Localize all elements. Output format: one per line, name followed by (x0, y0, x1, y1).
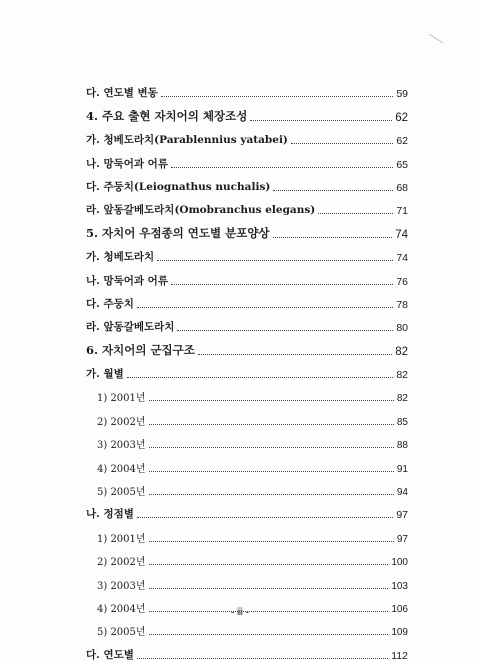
toc-entry-page: 71 (396, 205, 408, 218)
toc-entry-title: 2) 2002년 (97, 557, 146, 569)
toc-entry-page: 106 (391, 603, 408, 615)
toc-entry (86, 334, 408, 357)
toc-entry (86, 147, 408, 170)
toc-entry (86, 381, 408, 404)
dot-leader (149, 400, 394, 401)
toc-entry-title: 5. 자치어 우점종의 연도별 분포양상 (86, 225, 270, 240)
toc-entry-page: 109 (391, 627, 408, 639)
toc-entry (86, 77, 408, 100)
dot-leader (149, 541, 394, 542)
toc-entry (86, 451, 408, 474)
toc-entry (86, 475, 408, 498)
toc-entry-page: 112 (391, 649, 408, 662)
table-of-contents (86, 77, 408, 662)
toc-entry (86, 217, 408, 240)
toc-entry-page: 74 (395, 228, 408, 241)
toc-entry-page: 62 (396, 135, 408, 148)
toc-entry-title: 가. 청베도라치 (86, 251, 155, 264)
toc-entry-title: 나. 망둑어과 어류 (86, 157, 168, 170)
dot-leader (127, 377, 394, 378)
dot-leader (149, 588, 389, 589)
dot-leader (157, 260, 393, 261)
toc-entry-page: 88 (396, 440, 408, 452)
toc-entry-title: 가. 월별 (86, 368, 124, 381)
dot-leader (250, 120, 392, 121)
toc-entry-page: 76 (396, 275, 408, 288)
toc-entry-title: 다. 연도별 (86, 648, 134, 661)
toc-entry (86, 638, 408, 661)
toc-entry (86, 241, 408, 264)
dot-leader (273, 190, 393, 191)
dot-leader (198, 354, 392, 355)
dot-leader (171, 167, 393, 168)
toc-entry-title: 라. 앞동갈베도라치(Omobranchus elegans) (86, 204, 316, 217)
toc-entry-title: 가. 청베도라치(Parablennius yatabei) (86, 134, 288, 147)
toc-entry-title: 2) 2002년 (97, 416, 146, 428)
toc-entry-page: 65 (396, 158, 408, 171)
dot-leader (177, 330, 393, 331)
dot-leader (149, 564, 389, 565)
toc-entry-page: 91 (396, 463, 408, 475)
toc-entry (86, 498, 408, 521)
toc-entry (86, 545, 408, 568)
dot-leader (291, 143, 393, 144)
toc-entry-title: 4) 2004년 (97, 463, 146, 475)
dot-leader (318, 213, 393, 214)
toc-entry-page: 59 (396, 88, 408, 101)
toc-entry-title: 1) 2001년 (97, 533, 146, 545)
toc-entry (86, 171, 408, 194)
toc-entry-page: 97 (396, 533, 408, 545)
toc-entry (86, 288, 408, 311)
toc-entry-page: 82 (396, 393, 408, 405)
toc-entry-title: 3) 2003년 (97, 580, 146, 592)
toc-entry (86, 615, 408, 638)
scan-mark (429, 34, 443, 43)
dot-leader (149, 494, 394, 495)
toc-entry-title: 3) 2003년 (97, 440, 146, 452)
toc-entry-page: 82 (395, 345, 408, 358)
toc-entry-title: 나. 정점별 (86, 508, 134, 521)
dot-leader (137, 307, 393, 308)
toc-entry-title: 다. 주둥치(Leiognathus nuchalis) (86, 180, 271, 193)
dot-leader (161, 96, 393, 97)
toc-entry (86, 100, 408, 123)
page-number-footer: - ⅲ - (230, 607, 250, 618)
dot-leader (149, 424, 394, 425)
dot-leader (273, 237, 393, 238)
dot-leader (149, 634, 389, 635)
toc-entry (86, 311, 408, 334)
dot-leader (137, 517, 393, 518)
toc-entry-page: 97 (396, 509, 408, 522)
toc-entry-page: 100 (391, 557, 408, 569)
toc-entry (86, 194, 408, 217)
toc-entry (86, 521, 408, 544)
dot-leader (171, 284, 393, 285)
toc-entry (86, 404, 408, 427)
toc-entry (86, 124, 408, 147)
toc-entry-title: 5) 2005년 (97, 487, 146, 499)
dot-leader (149, 447, 394, 448)
toc-entry-title: 4. 주요 출현 자치어의 체장조성 (86, 108, 248, 123)
toc-entry-title: 4) 2004년 (97, 603, 146, 615)
toc-entry-title: 다. 주둥치 (86, 297, 134, 310)
toc-entry-title: 라. 앞동갈베도라치 (86, 321, 175, 334)
toc-entry-page: 68 (396, 181, 408, 194)
dot-leader (149, 471, 394, 472)
toc-entry-title: 6. 자치어의 군집구조 (86, 342, 195, 357)
toc-entry-page: 82 (396, 369, 408, 382)
toc-entry (86, 264, 408, 287)
toc-entry (86, 568, 408, 591)
toc-entry-title: 5) 2005년 (97, 627, 146, 639)
toc-entry-title: 1) 2001년 (97, 393, 146, 405)
toc-entry (86, 358, 408, 381)
toc-entry-title: 나. 망둑어과 어류 (86, 274, 168, 287)
toc-entry-page: 62 (395, 111, 408, 124)
toc-entry (86, 428, 408, 451)
toc-entry-title: 다. 연도별 변동 (86, 87, 158, 100)
toc-entry-page: 78 (396, 298, 408, 311)
toc-entry-page: 103 (391, 580, 408, 592)
dot-leader (137, 658, 388, 659)
toc-entry-page: 94 (396, 487, 408, 499)
toc-entry-page: 74 (396, 252, 408, 265)
toc-entry-page: 80 (396, 322, 408, 335)
toc-entry-page: 85 (396, 416, 408, 428)
